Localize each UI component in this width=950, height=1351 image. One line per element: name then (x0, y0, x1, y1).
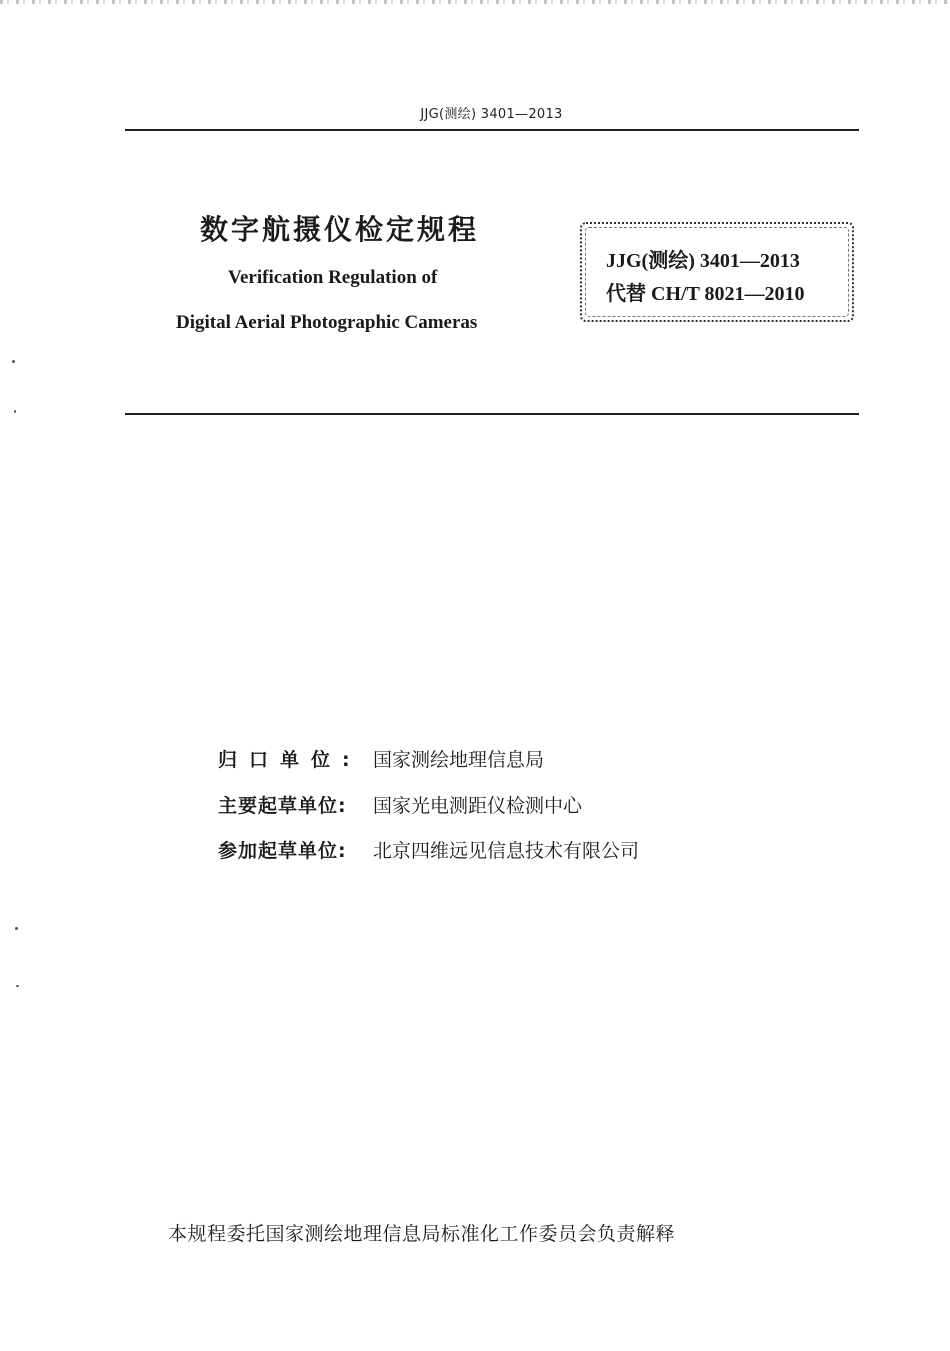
replaces-code: 代替 CH/T 8021—2010 (606, 283, 805, 305)
org-label: 参加起草单位: (218, 840, 347, 862)
title-english-line1: Verification Regulation of (228, 267, 438, 288)
title-english-line2: Digital Aerial Photographic Cameras (176, 312, 478, 333)
scan-speck (12, 360, 15, 363)
running-header-code: JJG(测绘) 3401—2013 (420, 107, 563, 122)
org-row-participating-drafter (218, 836, 639, 863)
org-label: 主要起草单位: (218, 795, 347, 817)
org-row-responsible (218, 745, 544, 772)
org-label: 归口单位: (218, 749, 362, 771)
org-value: 国家测绘地理信息局 (373, 749, 545, 771)
title-chinese: 数字航摄仪检定规程 (200, 213, 480, 246)
standard-code-box (580, 222, 854, 322)
org-value: 国家光电测距仪检测中心 (373, 795, 583, 817)
standard-code: JJG(测绘) 3401—2013 (606, 250, 800, 272)
scan-speck (14, 410, 16, 413)
title-section-rule (125, 413, 859, 415)
scan-edge-artifact (0, 0, 950, 4)
org-value: 北京四维远见信息技术有限公司 (373, 840, 640, 862)
org-row-main-drafter (218, 791, 582, 818)
header-rule (125, 129, 859, 131)
interpretation-note: 本规程委托国家测绘地理信息局标准化工作委员会负责解释 (168, 1223, 676, 1245)
scan-speck (15, 927, 18, 930)
scan-speck (16, 985, 19, 987)
